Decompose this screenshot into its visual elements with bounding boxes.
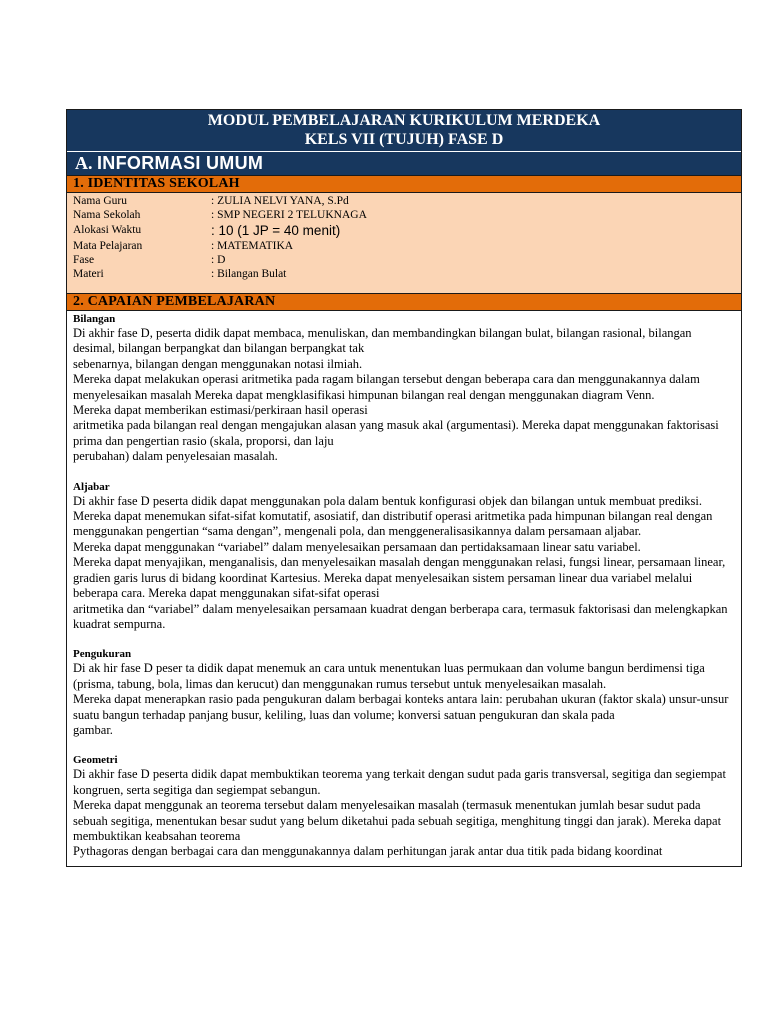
paragraph: Mereka dapat menyajikan, menganalisis, dan menyelesaikan masalah dengan menggunakan relasi, fungsi linear, persamaan linear, gradien garis lurus di bidang koordinat Kartesius. Mereka dapat menyelesaikan sistem persaman linear dua variabel melalui beberapa cara. Mereka dapat menggunakan sifat-sifat operasi — [73, 555, 726, 601]
title-line-1: MODUL PEMBELAJARAN KURIKULUM MERDEKA — [207, 112, 601, 129]
id-key: Fase — [73, 254, 95, 266]
section-a-heading — [67, 151, 741, 175]
bilangan-title: Bilangan — [73, 313, 116, 325]
pengukuran-title: Pengukuran — [73, 648, 132, 661]
identitas-body — [67, 193, 741, 293]
capaian-heading: 2. CAPAIAN PEMBELAJARAN — [67, 293, 741, 311]
id-key: Materi — [73, 268, 104, 280]
pengukuran-block — [73, 647, 735, 738]
section-a-number: A. — [75, 153, 93, 173]
id-value: : SMP NEGERI 2 TELUKNAGA — [211, 209, 367, 221]
id-row-mata-pelajaran — [73, 239, 735, 253]
paragraph: gambar. — [73, 722, 113, 737]
paragraph: sebenarnya, bilangan dengan menggunakan notasi ilmiah. — [73, 356, 363, 371]
bilangan-block — [73, 312, 735, 465]
paragraph: aritmetika pada bilangan real dengan mengajukan alasan yang masuk akal (argumentasi). Mereka dapat menggunakan faktorisasi prima dan pengertian rasio (skala, proporsi, dan laju — [73, 418, 719, 448]
identitas-heading: 1. IDENTITAS SEKOLAH — [67, 175, 741, 193]
aljabar-title: Aljabar — [73, 480, 110, 493]
id-row-nama-guru — [73, 194, 735, 208]
id-value: : Bilangan Bulat — [211, 268, 287, 280]
id-row-materi — [73, 267, 735, 281]
paragraph: perubahan) dalam penyelesaian masalah. — [73, 449, 278, 464]
id-row-fase — [73, 253, 735, 267]
id-value: : 10 (1 JP = 40 menit) — [211, 223, 341, 238]
paragraph: Di akhir fase D peserta didik dapat menggunakan pola dalam bentuk konfigurasi objek dan bilangan untuk membuat prediksi. — [73, 493, 702, 508]
paragraph: Pythagoras dengan berbagai cara dan menggunakannya dalam perhitungan jarak antar dua titik pada bidang koordinat — [73, 844, 663, 859]
id-row-nama-sekolah — [73, 208, 735, 222]
paragraph: Mereka dapat menerapkan rasio pada pengukuran dalam berbagai konteks antara lain: perubahan ukuran (faktor skala) unsur-unsur suatu bangun terhadap panjang busur, keliling, luas dan volume; konversi satuan pengukuran dan skala pada — [73, 692, 729, 722]
id-key: Nama Guru — [73, 195, 127, 207]
capaian-body — [67, 311, 741, 866]
geometri-title: Geometri — [73, 754, 118, 767]
paragraph: Mereka dapat menggunakan “variabel” dalam menyelesaikan persamaan dan pertidaksamaan linear satu variabel. — [73, 539, 641, 554]
paragraph: Mereka dapat menggunak an teorema tersebut dalam menyelesaikan masalah (termasuk menentukan jumlah besar sudut pada sebuah segitiga, menentukan besar sudut yang belum diketahui pada sebuah segitiga, menghitung tinggi dan jarak). Mereka dapat membuktikan keabsahan teorema — [73, 798, 722, 843]
paragraph: Di akhir fase D peserta didik dapat membuktikan teorema yang terkait dengan sudut pada garis transversal, segitiga dan segiempat kongruen, serta segitiga dan segiempat sebangun. — [73, 767, 726, 797]
paragraph: Mereka dapat melakukan operasi aritmetika pada ragam bilangan tersebut dengan beberapa cara dan menggunakannya dalam menyelesaikan masalah Mereka dapat mengklasifikasi himpunan bilangan real dengan menggunakan diagram Venn. — [73, 372, 700, 402]
paragraph: aritmetika dan “variabel” dalam menyelesaikan persamaan kuadrat dengan berberapa cara, termasuk faktorisasi dan melengkapkan kuadrat sempurna. — [73, 601, 728, 631]
section-a-label: INFORMASI UMUM — [97, 153, 264, 173]
id-value: : D — [211, 254, 226, 266]
id-row-alokasi-waktu — [73, 222, 735, 239]
paragraph: Mereka dapat memberikan estimasi/perkiraan hasil operasi — [73, 403, 368, 418]
paragraph: Di akhir fase D, peserta didik dapat membaca, menuliskan, dan membandingkan bilangan bulat, bilangan rasional, bilangan desimal, bilangan berpangkat dan bilangan berpangkat tak — [73, 326, 692, 356]
aljabar-block — [73, 480, 735, 633]
id-value: : MATEMATIKA — [211, 240, 294, 252]
id-key: Alokasi Waktu — [73, 224, 142, 236]
document-table — [66, 109, 742, 867]
id-key: Nama Sekolah — [73, 209, 141, 221]
id-key: Mata Pelajaran — [73, 240, 143, 252]
geometri-block — [73, 753, 735, 859]
paragraph: Di ak hir fase D peser ta didik dapat menemuk an cara untuk menentukan luas permukaan dan volume bangun berdimensi tiga (prisma, tabung, bola, limas dan kerucut) dan menggunakan rumus tersebut untuk menyelesaikan masalah. — [73, 661, 705, 691]
title-line-2: KELS VII (TUJUH) FASE D — [304, 131, 504, 148]
paragraph: Mereka dapat menemukan sifat-sifat komutatif, asosiatif, dan distributif operasi aritmetika pada himpunan bilangan real dengan menggunakan pengertian “sama dengan”, mengenali pola, dan menggeneralisasikannya dalam persamaan aljabar. — [73, 509, 713, 539]
id-value: : ZULIA NELVI YANA, S.Pd — [211, 195, 349, 207]
module-title — [67, 110, 741, 151]
